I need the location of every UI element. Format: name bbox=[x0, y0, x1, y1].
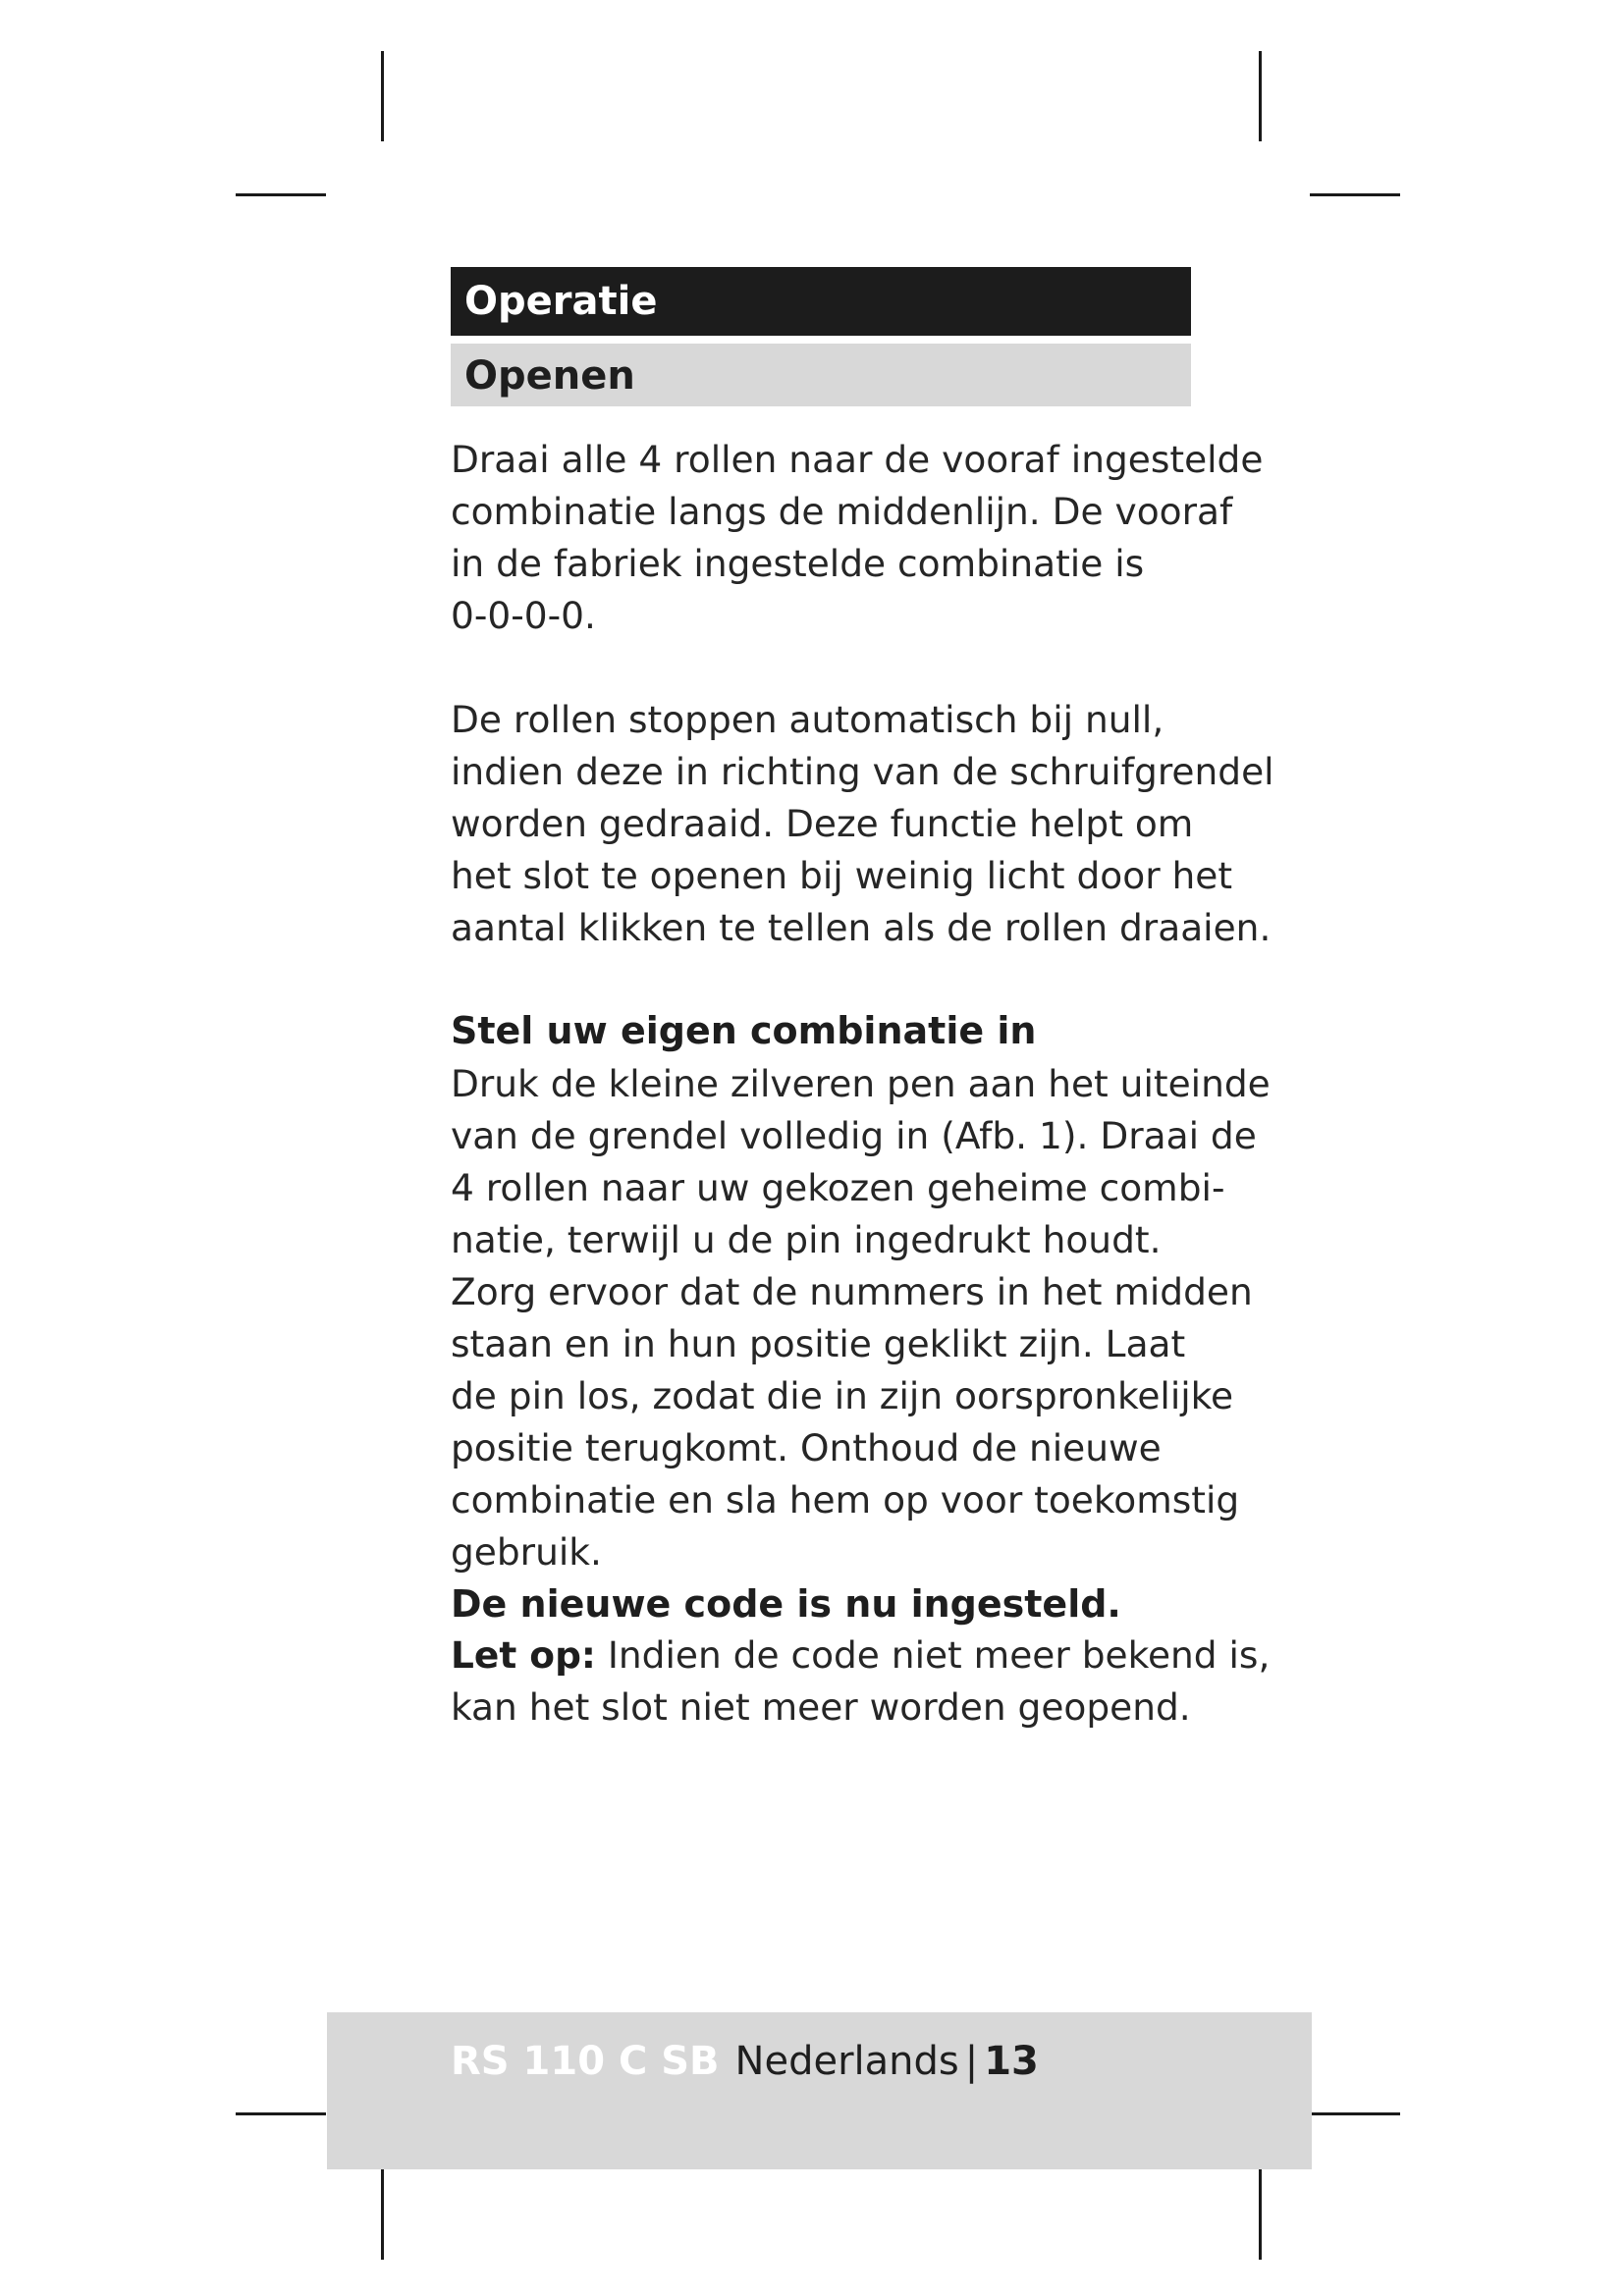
note-text: Indien de code niet meer bekend is, bbox=[595, 1633, 1271, 1677]
text-line: in de fabriek ingestelde combinatie is bbox=[451, 542, 1145, 585]
text-line: 0-0-0-0. bbox=[451, 594, 596, 637]
text-line: worden gedraaid. Deze functie helpt om bbox=[451, 802, 1194, 845]
crop-mark-top-left-horizontal bbox=[236, 193, 326, 196]
text-line: aantal klikken te tellen als de rollen draaien. bbox=[451, 906, 1272, 949]
text-line: Druk de kleine zilveren pen aan het uiteinde bbox=[451, 1062, 1271, 1105]
crop-mark-bottom-left-vertical bbox=[381, 2169, 384, 2260]
text-line: indien deze in richting van de schruifgrendel bbox=[451, 750, 1274, 793]
text-line: het slot te openen bij weinig licht door het bbox=[451, 854, 1233, 897]
text-line: Zorg ervoor dat de nummers in het midden bbox=[451, 1270, 1253, 1313]
crop-mark-top-right-vertical bbox=[1259, 51, 1262, 141]
text-line: staan en in hun positie geklikt zijn. Laat bbox=[451, 1322, 1186, 1365]
dials-stop-paragraph bbox=[451, 694, 1274, 954]
footer-separator: | bbox=[964, 2039, 979, 2084]
section-title: Operatie bbox=[451, 267, 1191, 336]
footer-language: Nederlands bbox=[734, 2039, 959, 2084]
text-line: combinatie langs de middenlijn. De vooraf bbox=[451, 490, 1233, 533]
crop-mark-bottom-left-horizontal bbox=[236, 2112, 326, 2115]
page-footer bbox=[327, 2012, 1312, 2169]
text-line: van de grendel volledig in (Afb. 1). Draai de bbox=[451, 1114, 1257, 1157]
text-line: de pin los, zodat die in zijn oorspronkelijke bbox=[451, 1374, 1234, 1417]
text-line: positie terugkomt. Onthoud de nieuwe bbox=[451, 1426, 1162, 1469]
text-line: De rollen stoppen automatisch bij null, bbox=[451, 698, 1164, 741]
code-set-confirmation: De nieuwe code is nu ingesteld. bbox=[451, 1582, 1121, 1626]
subsection-title: Openen bbox=[451, 344, 1191, 406]
crop-mark-top-left-vertical bbox=[381, 51, 384, 141]
text-line: gebruik. bbox=[451, 1530, 602, 1574]
model-name: RS 110 C SB bbox=[451, 2039, 720, 2084]
note-label: Let op: bbox=[451, 1633, 596, 1677]
warning-note bbox=[451, 1629, 1271, 1734]
text-line: 4 rollen naar uw gekozen geheime combi- bbox=[451, 1166, 1225, 1209]
crop-mark-bottom-right-horizontal bbox=[1310, 2112, 1400, 2115]
opening-instructions bbox=[451, 434, 1264, 642]
page-number: 13 bbox=[984, 2039, 1039, 2084]
note-line: kan het slot niet meer worden geopend. bbox=[451, 1685, 1191, 1729]
own-combination-heading: Stel uw eigen combinatie in bbox=[451, 1009, 1037, 1052]
crop-mark-bottom-right-vertical bbox=[1259, 2169, 1262, 2260]
footer-text bbox=[451, 2032, 1039, 2091]
text-line: Draai alle 4 rollen naar de vooraf ingestelde bbox=[451, 438, 1264, 481]
crop-mark-top-right-horizontal bbox=[1310, 193, 1400, 196]
note-line bbox=[451, 1629, 1271, 1682]
text-line: combinatie en sla hem op voor toekomstig bbox=[451, 1478, 1240, 1522]
page-content bbox=[451, 267, 1274, 1734]
set-combination-instructions bbox=[451, 1058, 1271, 1578]
text-line: natie, terwijl u de pin ingedrukt houdt. bbox=[451, 1218, 1162, 1261]
